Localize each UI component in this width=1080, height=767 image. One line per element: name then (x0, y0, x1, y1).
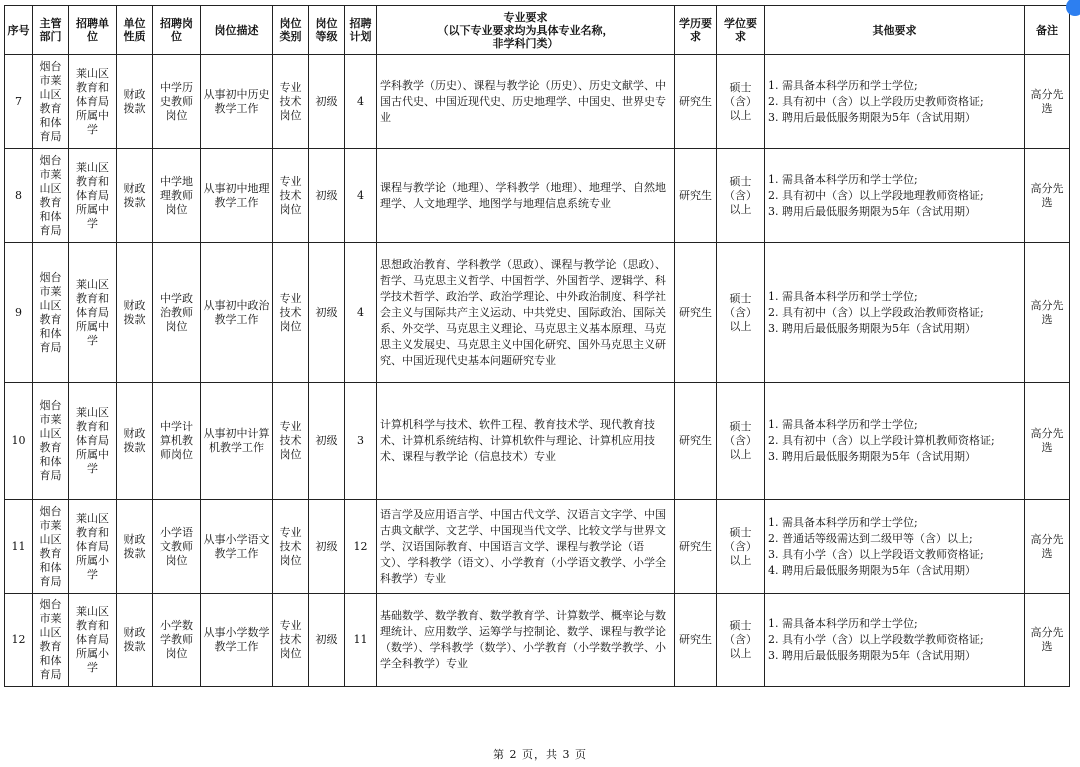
table-row (5, 55, 1070, 149)
cell-plan: 11 (345, 594, 377, 687)
cell-seq: 8 (5, 149, 33, 243)
cell-degree: 硕士（含）以上 (717, 500, 765, 594)
cell-remark: 高分先选 (1025, 594, 1070, 687)
cell-plan: 12 (345, 500, 377, 594)
header-row (5, 6, 1070, 55)
cell-remark: 高分先选 (1025, 243, 1070, 383)
other-line: 1. 需具备本科学历和学士学位; (768, 172, 918, 186)
cell-degree: 硕士（含）以上 (717, 55, 765, 149)
cell-nature: 财政拨款 (117, 243, 153, 383)
cell-plan: 4 (345, 243, 377, 383)
cell-remark: 高分先选 (1025, 149, 1070, 243)
cell-dept: 烟台市莱山区教育和体育局 (33, 383, 69, 500)
cell-major: 课程与教学论（地理）、学科教学（地理）、地理学、自然地理学、人文地理学、地图学与地理信息系统专业 (377, 149, 675, 243)
cell-degree: 硕士（含）以上 (717, 149, 765, 243)
cell-category: 专业技术岗位 (273, 500, 309, 594)
cell-level: 初级 (309, 594, 345, 687)
cell-desc: 从事小学语文教学工作 (201, 500, 273, 594)
cell-major: 语言学及应用语言学、中国古代文学、汉语言文字学、中国古典文献学、文艺学、中国现当代文学、比较文学与世界文学、汉语国际教育、中国语言文学、课程与教学论（语文）、学科教学（语文）、小学教育（小学语文教学、小学全科教学）专业 (377, 500, 675, 594)
cell-unit: 莱山区教育和体育局所属中学 (69, 55, 117, 149)
header-desc: 岗位描述 (201, 6, 273, 55)
cell-dept: 烟台市莱山区教育和体育局 (33, 243, 69, 383)
cell-seq: 11 (5, 500, 33, 594)
cell-category: 专业技术岗位 (273, 383, 309, 500)
cell-unit: 莱山区教育和体育局所属小学 (69, 500, 117, 594)
scroll-indicator-icon[interactable] (1066, 0, 1080, 16)
cell-edu: 研究生 (675, 594, 717, 687)
cell-seq: 9 (5, 243, 33, 383)
other-line: 2. 具有初中（含）以上学段历史教师资格证; (768, 94, 984, 108)
cell-category: 专业技术岗位 (273, 149, 309, 243)
cell-other (765, 383, 1025, 500)
cell-degree: 硕士（含）以上 (717, 594, 765, 687)
other-line: 1. 需具备本科学历和学士学位; (768, 78, 918, 92)
other-line: 1. 需具备本科学历和学士学位; (768, 617, 918, 630)
cell-level: 初级 (309, 55, 345, 149)
cell-degree: 硕士（含）以上 (717, 243, 765, 383)
other-line: 3. 聘用后最低服务期限为5年（含试用期） (768, 110, 976, 124)
cell-plan: 4 (345, 149, 377, 243)
cell-post: 中学历史教师岗位 (153, 55, 201, 149)
other-line: 1. 需具备本科学历和学士学位; (768, 515, 918, 529)
page-number: 第 2 页，共 3 页 (493, 748, 587, 761)
other-line: 1. 需具备本科学历和学士学位; (768, 289, 918, 303)
cell-edu: 研究生 (675, 55, 717, 149)
cell-post: 中学政治教师岗位 (153, 243, 201, 383)
header-level: 岗位等级 (309, 6, 345, 55)
cell-category: 专业技术岗位 (273, 55, 309, 149)
cell-edu: 研究生 (675, 149, 717, 243)
cell-category: 专业技术岗位 (273, 243, 309, 383)
other-line: 2. 具有小学（含）以上学段数学教师资格证; (768, 633, 984, 646)
cell-post: 中学计算机教师岗位 (153, 383, 201, 500)
cell-level: 初级 (309, 500, 345, 594)
table-row (5, 594, 1070, 687)
cell-desc: 从事初中计算机教学工作 (201, 383, 273, 500)
table-row (5, 500, 1070, 594)
header-degree: 学位要求 (717, 6, 765, 55)
cell-seq: 7 (5, 55, 33, 149)
cell-other (765, 243, 1025, 383)
cell-other (765, 55, 1025, 149)
header-unit: 招聘单位 (69, 6, 117, 55)
other-line: 3. 聘用后最低服务期限为5年（含试用期） (768, 204, 976, 218)
cell-dept: 烟台市莱山区教育和体育局 (33, 594, 69, 687)
cell-major: 学科教学（历史）、课程与教学论（历史）、历史文献学、中国古代史、中国近现代史、历史地理学、中国史、世界史专业 (377, 55, 675, 149)
cell-major: 计算机科学与技术、软件工程、教育技术学、现代教育技术、计算机系统结构、计算机软件与理论、计算机应用技术、课程与教学论（信息技术）专业 (377, 383, 675, 500)
cell-level: 初级 (309, 149, 345, 243)
header-seq: 序号 (5, 6, 33, 55)
other-line: 2. 普通话等级需达到二级甲等（含）以上; (768, 531, 973, 545)
recruitment-table (4, 5, 1070, 687)
cell-dept: 烟台市莱山区教育和体育局 (33, 500, 69, 594)
cell-desc: 从事小学数学教学工作 (201, 594, 273, 687)
header-category: 岗位类别 (273, 6, 309, 55)
table-row (5, 243, 1070, 383)
cell-edu: 研究生 (675, 243, 717, 383)
cell-major: 思想政治教育、学科教学（思政）、课程与教学论（思政）、哲学、马克思主义哲学、中国哲学、外国哲学、逻辑学、科学技术哲学、政治学、政治学理论、中外政治制度、科学社会主义与国际共产主义运动、中共党史、国际政治、国际关系、外交学、马克思主义理论、马克思主义基本原理、马克思主义发展史、马克思主义中国化研究、国外马克思主义研究、中国近现代史基本问题研究专业 (377, 243, 675, 383)
other-line: 2. 具有初中（含）以上学段计算机教师资格证; (768, 434, 995, 447)
other-line: 3. 聘用后最低服务期限为5年（含试用期） (768, 649, 976, 662)
cell-unit: 莱山区教育和体育局所属中学 (69, 243, 117, 383)
cell-remark: 高分先选 (1025, 500, 1070, 594)
cell-dept: 烟台市莱山区教育和体育局 (33, 149, 69, 243)
header-dept: 主管部门 (33, 6, 69, 55)
cell-category: 专业技术岗位 (273, 594, 309, 687)
header-major (377, 6, 675, 55)
cell-nature: 财政拨款 (117, 500, 153, 594)
cell-level: 初级 (309, 243, 345, 383)
cell-desc: 从事初中历史教学工作 (201, 55, 273, 149)
cell-edu: 研究生 (675, 500, 717, 594)
cell-degree: 硕士（含）以上 (717, 383, 765, 500)
cell-other (765, 500, 1025, 594)
cell-remark: 高分先选 (1025, 383, 1070, 500)
cell-desc: 从事初中政治教学工作 (201, 243, 273, 383)
header-remark: 备注 (1025, 6, 1070, 55)
cell-unit: 莱山区教育和体育局所属小学 (69, 594, 117, 687)
cell-nature: 财政拨款 (117, 149, 153, 243)
cell-other (765, 594, 1025, 687)
cell-plan: 3 (345, 383, 377, 500)
cell-level: 初级 (309, 383, 345, 500)
other-line: 4. 聘用后最低服务期限为5年（含试用期） (768, 563, 976, 577)
cell-post: 中学地理教师岗位 (153, 149, 201, 243)
cell-nature: 财政拨款 (117, 594, 153, 687)
table-row (5, 383, 1070, 500)
other-line: 1. 需具备本科学历和学士学位; (768, 418, 918, 431)
other-line: 3. 聘用后最低服务期限为5年（含试用期） (768, 321, 976, 335)
cell-edu: 研究生 (675, 383, 717, 500)
header-nature: 单位性质 (117, 6, 153, 55)
cell-unit: 莱山区教育和体育局所属中学 (69, 149, 117, 243)
header-major-line2: （以下专业要求均为具体专业名称， (437, 23, 614, 37)
cell-major: 基础数学、数学教育、数学教育学、计算数学、概率论与数理统计、应用数学、运筹学与控制论、数学、课程与教学论（数学）、学科教学（数学）、小学教育（小学数学教学、小学全科教学）专业 (377, 594, 675, 687)
cell-unit: 莱山区教育和体育局所属中学 (69, 383, 117, 500)
cell-other (765, 149, 1025, 243)
other-line: 3. 聘用后最低服务期限为5年（含试用期） (768, 450, 976, 463)
cell-seq: 12 (5, 594, 33, 687)
cell-nature: 财政拨款 (117, 383, 153, 500)
header-major-line1: 专业要求 (503, 10, 548, 24)
cell-post: 小学语文教师岗位 (153, 500, 201, 594)
header-plan: 招聘计划 (345, 6, 377, 55)
cell-desc: 从事初中地理教学工作 (201, 149, 273, 243)
table-row (5, 149, 1070, 243)
cell-remark: 高分先选 (1025, 55, 1070, 149)
other-line: 2. 具有初中（含）以上学段政治教师资格证; (768, 305, 984, 319)
cell-nature: 财政拨款 (117, 55, 153, 149)
other-line: 2. 具有初中（含）以上学段地理教师资格证; (768, 188, 984, 202)
cell-post: 小学数学教师岗位 (153, 594, 201, 687)
header-major-line3: 非学科门类） (492, 36, 559, 50)
cell-dept: 烟台市莱山区教育和体育局 (33, 55, 69, 149)
header-post: 招聘岗位 (153, 6, 201, 55)
other-line: 3. 具有小学（含）以上学段语文教师资格证; (768, 547, 984, 561)
header-edu: 学历要求 (675, 6, 717, 55)
cell-seq: 10 (5, 383, 33, 500)
cell-plan: 4 (345, 55, 377, 149)
header-other: 其他要求 (765, 6, 1025, 55)
